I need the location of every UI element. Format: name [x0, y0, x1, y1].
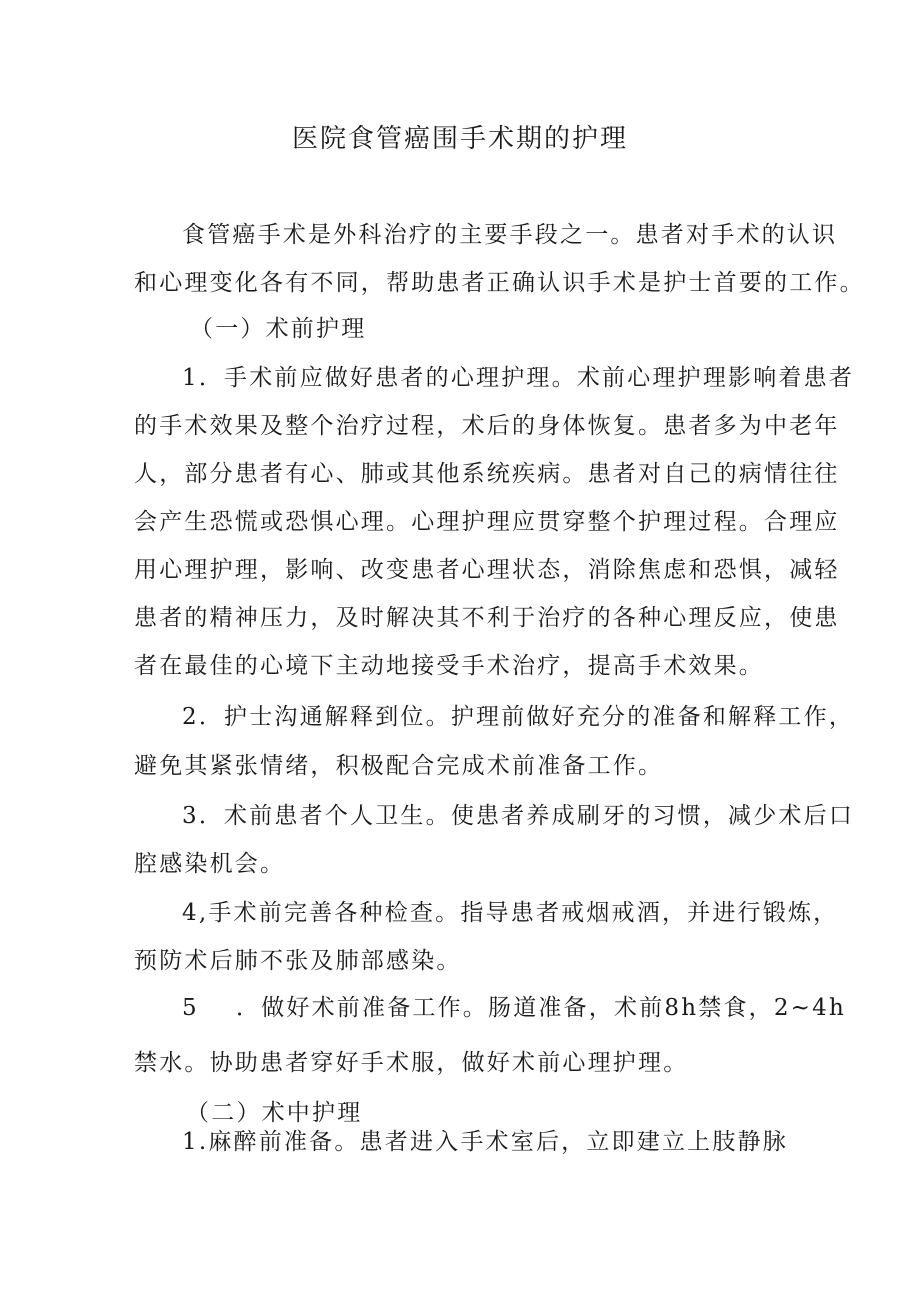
text-line: 1.麻醉前准备。患者进入手术室后，立即建立上肢静脉 [182, 1129, 788, 1155]
text-line: 避免其紧张情绪，积极配合完成术前准备工作。 [134, 753, 664, 779]
text-line: 患者的精神压力，及时解决其不利于治疗的各种心理反应，使患 [134, 605, 840, 631]
text-line: 2．护士沟通解释到位。护理前做好充分的准备和解释工作， [182, 704, 855, 730]
text-line: 食管癌手术是外科治疗的主要手段之一。患者对手术的认识 [182, 222, 838, 248]
document-title: 医院食管癌围手术期的护理 [291, 124, 628, 154]
text-line: 禁水。协助患者穿好手术服，做好术前心理护理。 [134, 1050, 689, 1076]
text-line: 腔感染机会。 [134, 851, 286, 877]
text-line: ．做好术前准备工作。肠道准备，术前8h禁食，2~4h [236, 995, 846, 1021]
section-heading: （二）术中护理 [186, 1100, 363, 1126]
text-line: 人，部分患者有心、肺或其他系统疾病。患者对自己的病情往往 [134, 461, 840, 487]
text-line: 3．术前患者个人卫生。使患者养成刷牙的习惯，减少术后口 [182, 803, 855, 829]
text-line: 会产生恐慌或恐惧心理。心理护理应贯穿整个护理过程。合理应 [134, 509, 840, 535]
text-line: 和心理变化各有不同，帮助患者正确认识手术是护士首要的工作。 [134, 270, 865, 296]
text-line: 1．手术前应做好患者的心理护理。术前心理护理影响着患者 [182, 365, 855, 391]
text-line: 用心理护理，影响、改变患者心理状态，消除焦虑和恐惧，减轻 [134, 557, 840, 583]
text-line: 预防术后肺不张及肺部感染。 [134, 948, 462, 974]
section-heading: （一）术前护理 [190, 316, 367, 342]
list-number: 5 [182, 995, 199, 1021]
text-line: 4,手术前完善各种检查。指导患者戒烟戒酒，并进行锻炼， [182, 900, 839, 926]
text-line: 的手术效果及整个治疗过程，术后的身体恢复。患者多为中老年 [134, 413, 840, 439]
text-line: 者在最佳的心境下主动地接受手术治疗，提高手术效果。 [134, 653, 764, 679]
